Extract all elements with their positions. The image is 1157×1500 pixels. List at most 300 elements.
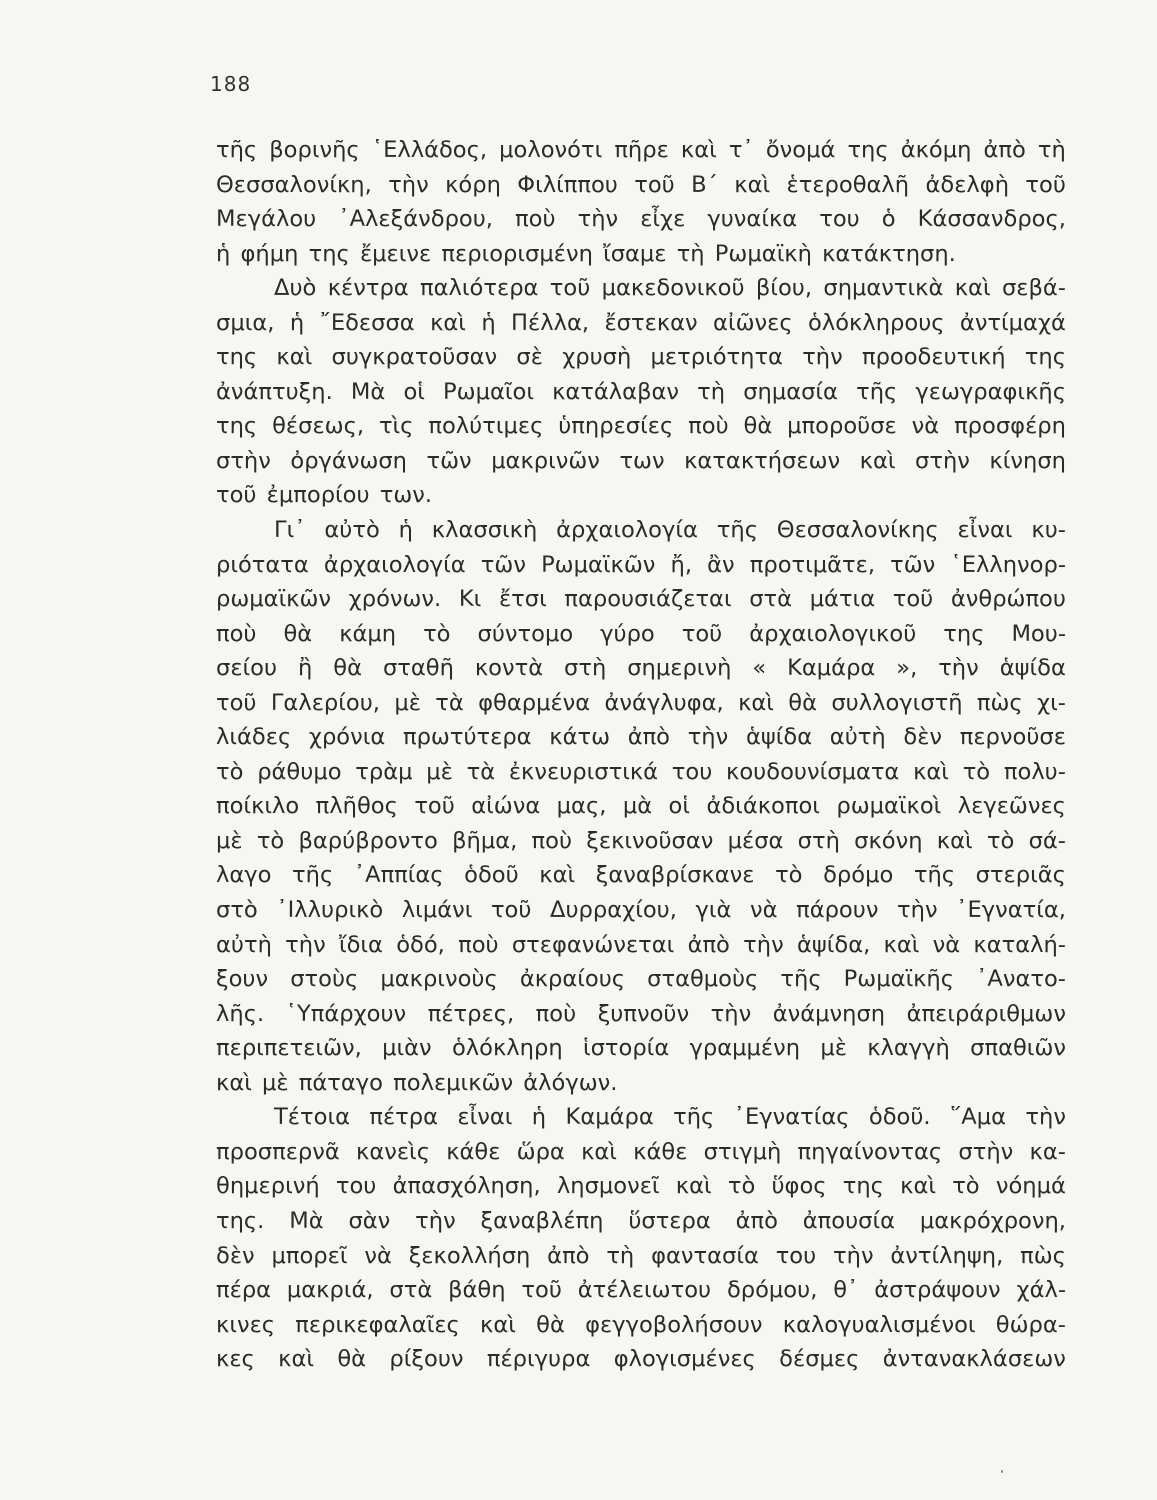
word: του xyxy=(819,206,860,233)
word: ἀκόμη xyxy=(900,137,972,163)
word: κάθε xyxy=(446,1138,501,1165)
word: Κι xyxy=(458,586,482,613)
word: τοῦ xyxy=(414,793,455,820)
word: περικεφαλαῖες xyxy=(295,1311,460,1338)
word: Κάσσανδρος, xyxy=(917,206,1066,233)
word: θὰ xyxy=(337,1346,367,1373)
word: τοῦ xyxy=(549,275,591,302)
word: ὕστερα xyxy=(628,1207,711,1234)
word: εἶναι xyxy=(957,517,1013,544)
word: ἀρχαιολογικοῦ xyxy=(749,620,917,647)
word: βῆμα, xyxy=(452,827,518,854)
word: τὴν xyxy=(577,206,619,233)
word: κέντρα xyxy=(327,275,409,302)
text-line xyxy=(216,409,1066,444)
word: τῶν xyxy=(426,447,472,474)
text-line xyxy=(216,928,1066,963)
word: καὶ xyxy=(539,862,576,889)
word: σείου xyxy=(216,655,278,682)
word: μὲ xyxy=(216,827,243,854)
word: ξαναβρίσκανε xyxy=(595,862,755,889)
word: καὶ xyxy=(859,447,896,474)
word: κόρη xyxy=(445,171,501,198)
word: ρωμαϊκῶν xyxy=(216,586,332,613)
word: μακρινῶν xyxy=(491,447,600,474)
word: μετριότητα xyxy=(650,344,783,371)
word: φθαρμένα xyxy=(478,689,591,716)
word: τὰ xyxy=(466,758,496,785)
word: τὴν xyxy=(897,897,938,924)
word: ξεκολλήση xyxy=(408,1242,531,1269)
word: ξυπνοῦν xyxy=(597,1000,690,1027)
text-line xyxy=(216,1031,1066,1066)
word: στὰ xyxy=(389,1277,433,1304)
text-line xyxy=(216,1342,1066,1377)
word: ἁψίδα xyxy=(999,655,1066,682)
word: πέρα xyxy=(216,1277,272,1304)
word: ἀστράψουν xyxy=(874,1277,1001,1304)
word: κατάλαβαν xyxy=(552,378,679,405)
word: δὲν xyxy=(903,724,943,751)
word: ἀδιάκοποι xyxy=(706,793,820,820)
word: κανεὶς xyxy=(356,1138,430,1165)
word: ἀδελφὴ xyxy=(925,171,1010,198)
word: κουδουνίσματα xyxy=(726,758,900,785)
word: προοδευτική xyxy=(861,344,1006,371)
word: τοῦ xyxy=(216,689,257,716)
word: σεβά- xyxy=(1001,275,1066,302)
word: προτιμᾶτε, xyxy=(749,551,876,578)
word: τῆς xyxy=(673,1104,715,1131)
word: τῆς xyxy=(216,137,258,163)
word: τὸ xyxy=(727,1173,756,1200)
word: γυναίκα xyxy=(707,206,798,233)
word: γραμμένη xyxy=(689,1035,801,1062)
word: βάθη xyxy=(448,1277,506,1304)
text-line xyxy=(216,1100,1066,1135)
word: ὁλόκληρους xyxy=(808,309,945,336)
word: Ρωμαϊκῶν xyxy=(541,551,656,578)
word: θώρα- xyxy=(995,1311,1066,1338)
word: ἐκνευριστικά xyxy=(508,758,659,785)
word: συλλογιστῆ xyxy=(831,689,963,716)
text-line xyxy=(216,513,1066,548)
word: σταθμοὺς xyxy=(647,966,759,993)
word: σημασία xyxy=(743,378,838,405)
word: ἀνάγλυφα, xyxy=(604,689,724,716)
word: χρυσὴ xyxy=(562,344,632,371)
word: της. xyxy=(216,1207,265,1234)
word: ἁψίδα, xyxy=(796,931,871,958)
word: ᾿Εγνατία, xyxy=(956,897,1066,924)
word: τὸ xyxy=(986,827,1015,854)
word: κάμη xyxy=(339,620,397,647)
word: παλιότερα xyxy=(420,275,539,302)
word: καὶ xyxy=(936,827,973,854)
word: τὴ xyxy=(697,378,726,405)
word: τῶν xyxy=(890,551,936,578)
word: ἀντίληψη, xyxy=(890,1242,1004,1269)
word: πὼς xyxy=(1020,1242,1066,1269)
word: τὶς xyxy=(378,413,414,440)
word: Μὰ xyxy=(350,378,386,405)
text-line xyxy=(216,202,1066,237)
word: τρὰμ xyxy=(355,758,413,785)
word: ἡ xyxy=(289,309,305,336)
word: σπαθιῶν xyxy=(970,1035,1066,1062)
word: μὲ xyxy=(394,689,421,716)
word: νὰ xyxy=(364,1242,392,1269)
word: πολύτιμες xyxy=(428,413,544,440)
word: καλογυαλισμένοι xyxy=(782,1311,976,1338)
word: στὰ xyxy=(749,586,793,613)
word: τὸ xyxy=(423,620,451,647)
word: στὴν xyxy=(915,447,970,474)
word: πέτρες, xyxy=(427,1000,515,1027)
word: Τέτοια xyxy=(274,1104,350,1131)
word: καὶ xyxy=(913,758,949,785)
print-speck xyxy=(1001,1470,1003,1473)
word: χι- xyxy=(1037,689,1066,716)
word: κες xyxy=(216,1346,255,1373)
word: Καμάρα xyxy=(565,1104,654,1131)
word: της xyxy=(842,1173,884,1200)
word: ἀκραίους xyxy=(519,966,626,993)
text-line xyxy=(216,755,1066,790)
word: ἀπὸ xyxy=(627,724,671,751)
word: ἀπὸ xyxy=(547,1242,590,1269)
word: θημερινή xyxy=(216,1173,320,1200)
word: Θεσσαλονίκης xyxy=(776,517,939,544)
word: τοῦ xyxy=(892,586,934,613)
word: τοῦ xyxy=(521,1277,562,1304)
word: τῆς xyxy=(780,966,822,993)
word: καὶ xyxy=(900,1173,936,1200)
word: « xyxy=(752,655,767,682)
word: σημαντικὰ xyxy=(823,275,944,302)
word: ἀνάπτυξη. xyxy=(216,378,333,405)
word: ὁ xyxy=(881,206,896,233)
word: πηγαίνοντας xyxy=(797,1138,943,1165)
word: ἀνάμνηση xyxy=(772,1000,886,1027)
word: περνοῦσε xyxy=(959,724,1066,751)
word: λιμάνι xyxy=(401,897,473,924)
word: τῆς xyxy=(856,378,898,405)
word: φαντασία xyxy=(651,1242,759,1269)
text-line xyxy=(216,582,1066,617)
word: καὶ xyxy=(738,689,774,716)
word: βαρύβροντο xyxy=(298,827,438,854)
text-line xyxy=(216,271,1066,306)
word: λεγεῶνες xyxy=(957,793,1066,820)
word: της xyxy=(943,620,985,647)
word: Μὰ xyxy=(289,1207,324,1234)
word: νὰ xyxy=(911,413,940,440)
word: ἀπασχόληση, xyxy=(392,1173,541,1200)
word: Μεγάλου xyxy=(216,206,317,233)
word: Ρωμαϊκῆς xyxy=(843,966,955,993)
word: μὰ xyxy=(622,793,653,820)
word: καὶ xyxy=(680,137,717,163)
word: στιγμὴ xyxy=(703,1138,782,1165)
word: δέσμες xyxy=(779,1346,860,1373)
word: πάρουν xyxy=(796,897,879,924)
text-line xyxy=(216,444,1066,479)
word: γύρο xyxy=(600,620,655,647)
word: ᾿Εγνατίας xyxy=(733,1104,850,1131)
word: κατακτήσεων xyxy=(684,447,841,474)
word: τὸ xyxy=(962,758,991,785)
word: Μου- xyxy=(1011,620,1066,647)
word: εἶχε xyxy=(640,206,686,233)
word: ἡ xyxy=(531,1104,547,1131)
word: σκόνη xyxy=(854,827,923,854)
word: τὴν xyxy=(710,1000,752,1027)
word: τὴν xyxy=(285,931,326,958)
word: ἀπὸ xyxy=(983,137,1026,163)
word: σὰν xyxy=(348,1207,391,1234)
word: τὴ xyxy=(1037,137,1066,163)
word: τὴ xyxy=(606,1242,635,1269)
word: μποροῦσε xyxy=(787,413,897,440)
word: ὁλόκληρη xyxy=(451,1035,563,1062)
word: γεωγραφικῆς xyxy=(915,378,1066,405)
word: ῎Εδεσσα xyxy=(319,309,415,336)
word: μας, xyxy=(556,793,607,820)
word: ρίξουν xyxy=(389,1346,464,1373)
text-line xyxy=(216,997,1066,1032)
word: Δυρραχίου, xyxy=(550,897,677,924)
word: καὶ xyxy=(883,931,920,958)
word: », xyxy=(896,655,918,682)
word: ἤ, xyxy=(670,551,693,578)
word: του xyxy=(671,758,713,785)
word: στεφανώνεται xyxy=(511,931,675,958)
text-line xyxy=(216,720,1066,755)
word: ἀντανακλάσεων xyxy=(882,1346,1066,1373)
word: ἡ xyxy=(398,517,413,544)
word: ᾿Αλεξάνδρου, xyxy=(338,206,493,233)
word: κλασσικὴ xyxy=(431,517,538,544)
page-number: 188 xyxy=(210,72,252,96)
word: της xyxy=(1024,344,1066,371)
word: Γαλερίου, xyxy=(270,689,380,716)
word: μπορεῖ xyxy=(271,1242,348,1269)
word: κυ- xyxy=(1031,517,1066,544)
word: Πέλλα, xyxy=(511,309,590,336)
word: ράθυμο xyxy=(257,758,342,785)
word: ἑτεροθαλῆ xyxy=(786,171,910,198)
word: του xyxy=(335,1173,377,1200)
word: κινες xyxy=(216,1311,276,1338)
word: αὐτὴ xyxy=(216,931,272,958)
word: Δυὸ xyxy=(274,275,317,302)
text-line xyxy=(216,962,1066,997)
word: θὰ xyxy=(743,413,773,440)
word: καὶ xyxy=(430,309,466,336)
word: κοντὰ xyxy=(474,655,544,682)
word: Φιλίππου xyxy=(517,171,618,198)
word: ὁδοῦ xyxy=(464,862,519,889)
word: περιπετειῶν, xyxy=(216,1035,362,1062)
word: λησμονεῖ xyxy=(556,1173,660,1200)
word: τὴν xyxy=(388,171,429,198)
word: ποίκιλο xyxy=(216,793,300,820)
word: ποὺ xyxy=(535,1000,577,1027)
word: της xyxy=(216,413,258,440)
word: τὴν xyxy=(415,1207,456,1234)
word: στὴν xyxy=(216,447,271,474)
word: ποὺ xyxy=(688,413,729,440)
word: στὸ xyxy=(216,897,258,924)
word: μὲ xyxy=(820,1035,847,1062)
word: πὼς xyxy=(976,689,1023,716)
word: καὶ xyxy=(480,1311,516,1338)
word: ἀνθρώπου xyxy=(950,586,1066,613)
word: συγκρατοῦσαν xyxy=(331,344,498,371)
word: θ᾽ xyxy=(833,1277,859,1304)
word: τὴν xyxy=(1025,1104,1066,1131)
word: ρωμαϊκοὶ xyxy=(836,793,942,820)
word: τ᾽ xyxy=(728,137,754,163)
text-line xyxy=(216,893,1066,928)
word: ὁδό, xyxy=(396,931,445,958)
word: οἱ xyxy=(403,378,425,405)
word: πῆρε xyxy=(614,137,669,163)
word: ῾Υπάρχουν xyxy=(285,1000,407,1027)
word: σὲ xyxy=(516,344,543,371)
word: γιὰ xyxy=(695,897,732,924)
text-line xyxy=(216,1308,1066,1343)
word: νόημά xyxy=(995,1173,1066,1200)
word: σημερινὴ xyxy=(627,655,732,682)
word: χρόνων. xyxy=(348,586,442,613)
word: λαγο xyxy=(216,862,272,889)
word: ῾Ελληνορ- xyxy=(950,551,1066,578)
word: ἀπειράριθμων xyxy=(906,1000,1066,1027)
word: πολυ- xyxy=(1003,758,1066,785)
word: δρόμο xyxy=(823,862,894,889)
word: πέριγυρα xyxy=(486,1346,591,1373)
word: ἀντίμαχά xyxy=(959,309,1066,336)
word: καὶ xyxy=(278,1346,314,1373)
word: ὀργάνωση xyxy=(290,447,407,474)
word: αἰῶνες xyxy=(713,309,793,336)
text-line xyxy=(216,168,1066,203)
word: των xyxy=(619,447,665,474)
word: μὲ xyxy=(426,758,453,785)
word: μακρινοὺς xyxy=(380,966,498,993)
word: μολονότι xyxy=(499,137,603,163)
word: χάλ- xyxy=(1016,1277,1066,1304)
word: ῞Αμα xyxy=(950,1104,1007,1131)
word: του xyxy=(775,1242,817,1269)
word: εἶναι xyxy=(457,1104,513,1131)
word: καὶ xyxy=(276,344,313,371)
text-line xyxy=(216,1273,1066,1308)
body-text xyxy=(216,133,1066,1377)
word: τὴν xyxy=(743,931,784,958)
word: ἀπουσία xyxy=(802,1207,896,1234)
word: της xyxy=(216,344,258,371)
word: δὲν xyxy=(216,1242,255,1269)
word: θέσεως, xyxy=(272,413,365,440)
word: τῆς xyxy=(716,517,758,544)
word: καὶ xyxy=(734,171,771,198)
word: ὄνομά xyxy=(765,137,836,163)
word: μακεδονικοῦ xyxy=(601,275,745,302)
word: ριότατα xyxy=(216,551,309,578)
text-line xyxy=(216,1169,1066,1204)
word: Θεσσαλονίκη, xyxy=(216,171,372,198)
word: προσπερνᾶ xyxy=(216,1138,340,1165)
word: της xyxy=(847,137,889,163)
word: ξαναβλέπη xyxy=(480,1207,604,1234)
text-line xyxy=(216,548,1066,583)
word: τοῦ xyxy=(681,620,723,647)
word: ἢ xyxy=(298,655,313,682)
word: μάτια xyxy=(809,586,876,613)
word: ξεκινοῦσαν xyxy=(586,827,714,854)
word: μιὰν xyxy=(382,1035,432,1062)
word: ἀπὸ xyxy=(735,1207,778,1234)
word: θὰ xyxy=(536,1311,565,1338)
word: τὸ xyxy=(952,1173,980,1200)
word: νὰ xyxy=(750,897,778,924)
word: στεριᾶς xyxy=(975,862,1066,889)
word: κα- xyxy=(1029,1138,1066,1165)
word: τὴν xyxy=(833,1242,874,1269)
word: βίου, xyxy=(755,275,813,302)
word: Ρωμαῖοι xyxy=(443,378,534,405)
word: ὑπηρεσίες xyxy=(558,413,674,440)
text-line xyxy=(216,375,1066,410)
word: ἴδια xyxy=(338,931,383,958)
word: χρόνια xyxy=(308,724,386,751)
word: θὰ xyxy=(283,620,313,647)
word: στὴ xyxy=(564,655,607,682)
word: ποὺ xyxy=(531,827,573,854)
word: καταλή- xyxy=(973,931,1066,958)
word: τοῦ xyxy=(1025,171,1066,198)
text-line xyxy=(216,651,1066,686)
word: τὰ xyxy=(435,689,464,716)
word: καὶ xyxy=(954,275,991,302)
word: τῶν xyxy=(480,551,526,578)
word: ἔτσι xyxy=(498,586,547,613)
word: ποὺ xyxy=(458,931,499,958)
word: στὴν xyxy=(958,1138,1014,1165)
word: τῆς xyxy=(292,862,334,889)
word: σταθῆ xyxy=(382,655,454,682)
word: ξουν xyxy=(216,966,269,993)
word: μακριά, xyxy=(286,1277,374,1304)
word: φλογισμένες xyxy=(613,1346,756,1373)
word: τὸ xyxy=(216,758,244,785)
word: ἀρχαιολογία xyxy=(323,551,466,578)
word: ἀπὸ xyxy=(687,931,730,958)
word: αὐτὴ xyxy=(829,724,886,751)
text-line: καὶ μὲ πάταγο πολεμικῶν ἀλόγων. xyxy=(216,1069,618,1096)
text-line xyxy=(216,858,1066,893)
word: νὰ xyxy=(932,931,961,958)
word: Β΄ xyxy=(691,171,718,198)
word: ᾿Ανατο- xyxy=(976,966,1066,993)
word: τὴν xyxy=(802,344,843,371)
text-line xyxy=(216,1239,1066,1274)
word: πλῆθος xyxy=(315,793,398,820)
word: σύντομο xyxy=(477,620,574,647)
